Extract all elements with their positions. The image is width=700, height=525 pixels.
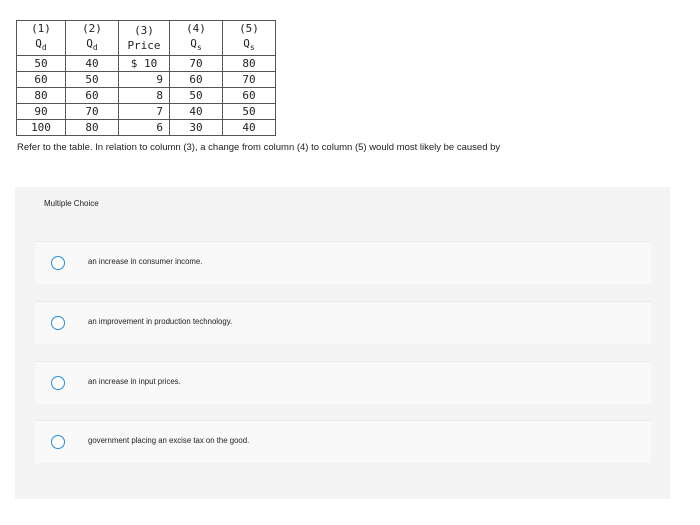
table-cell: 90	[17, 104, 66, 120]
table-cell: 7	[119, 104, 170, 120]
table-cell: 40	[223, 120, 276, 136]
radio-button[interactable]	[51, 376, 65, 390]
radio-button[interactable]	[51, 256, 65, 270]
table-cell: 50	[223, 104, 276, 120]
header-number: (4)	[186, 22, 206, 35]
header-symbol-text: Q	[190, 37, 197, 50]
table-row	[17, 104, 276, 120]
table-cell: 70	[170, 56, 223, 72]
table-cell: 60	[170, 72, 223, 88]
header-symbol	[23, 36, 59, 55]
header-number: (2)	[82, 22, 102, 35]
header-symbol-text: Price	[127, 39, 161, 53]
table-cell: 70	[66, 104, 119, 120]
question-text: Refer to the table. In relation to column (3), a change from column (4) to column (5) would most likely be caused by	[17, 142, 501, 153]
table-cell: 70	[223, 72, 276, 88]
header-symbol	[176, 36, 216, 55]
header-subscript: s	[196, 43, 202, 53]
choice-option-1[interactable]	[35, 241, 651, 284]
header-symbol-text: Q	[86, 37, 93, 50]
table-cell: 9	[119, 72, 170, 88]
table-header-row	[17, 21, 276, 56]
choice-label[interactable]: an increase in consumer income.	[88, 257, 203, 266]
header-symbol	[125, 38, 163, 53]
header-number: (1)	[31, 22, 51, 35]
table-cell: 80	[17, 88, 66, 104]
choice-option-3[interactable]	[35, 361, 651, 404]
table-header-col5	[223, 21, 276, 56]
multiple-choice-title: Multiple Choice	[44, 199, 99, 208]
table-cell: 80	[223, 56, 276, 72]
table-cell: 40	[66, 56, 119, 72]
header-subscript: s	[249, 43, 255, 53]
table-cell: 30	[170, 120, 223, 136]
table-cell: 50	[66, 72, 119, 88]
table-header-col4	[170, 21, 223, 56]
table-row	[17, 72, 276, 88]
header-symbol-text: Q	[243, 37, 250, 50]
radio-button[interactable]	[51, 316, 65, 330]
table-cell: 50	[170, 88, 223, 104]
table-row	[17, 120, 276, 136]
header-subscript: d	[41, 43, 47, 53]
table-header-col1	[17, 21, 66, 56]
table-cell: 100	[17, 120, 66, 136]
table-row	[17, 88, 276, 104]
table-cell: $ 10	[119, 56, 170, 72]
table-cell: 60	[223, 88, 276, 104]
header-number: (5)	[239, 22, 259, 35]
table-cell: 80	[66, 120, 119, 136]
header-number: (3)	[134, 24, 154, 38]
header-subscript: d	[92, 43, 98, 53]
header-symbol	[72, 36, 112, 55]
table-cell: 60	[17, 72, 66, 88]
choice-option-2[interactable]	[35, 301, 651, 344]
data-table	[16, 20, 276, 136]
table-cell: 50	[17, 56, 66, 72]
multiple-choice-panel	[15, 187, 670, 499]
table-header-col2	[66, 21, 119, 56]
table-row	[17, 56, 276, 72]
choice-label[interactable]: government placing an excise tax on the good.	[88, 436, 250, 445]
radio-button[interactable]	[51, 435, 65, 449]
header-symbol	[229, 36, 269, 55]
table-cell: 8	[119, 88, 170, 104]
choice-option-4[interactable]	[35, 420, 651, 463]
table-header-col3	[119, 21, 170, 56]
table-cell: 6	[119, 120, 170, 136]
table-cell: 60	[66, 88, 119, 104]
choice-label[interactable]: an increase in input prices.	[88, 377, 181, 386]
table-cell: 40	[170, 104, 223, 120]
header-symbol-text: Q	[35, 37, 42, 50]
choice-label[interactable]: an improvement in production technology.	[88, 317, 233, 326]
